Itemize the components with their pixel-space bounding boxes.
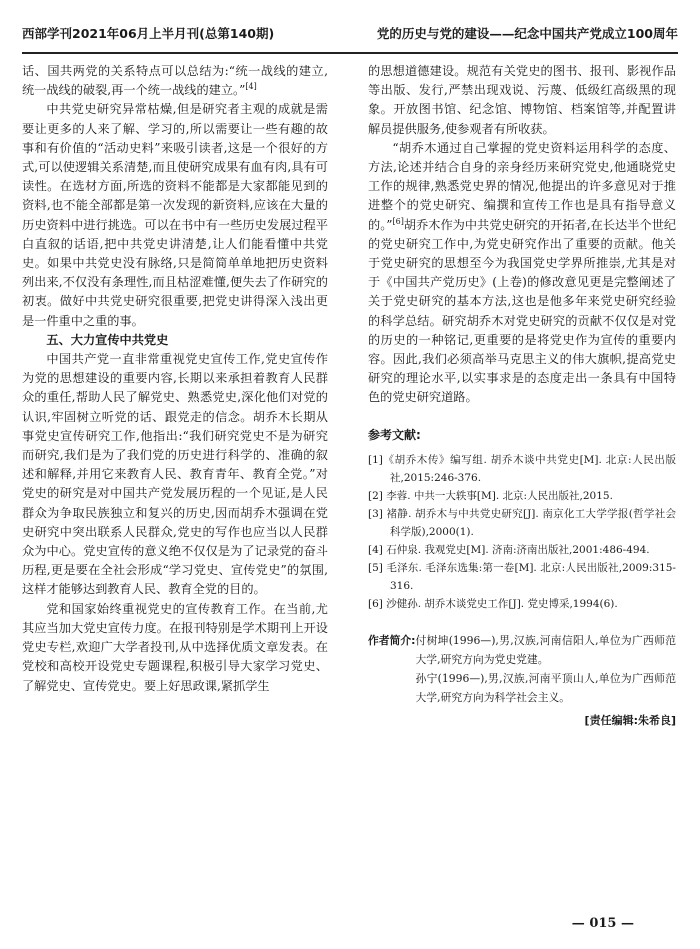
- references-heading: 参考文献:: [368, 427, 421, 442]
- paragraph: 的思想道德建设。规范有关党史的图书、报刊、影视作品等出版、发行,严禁出现戏说、污蔑、低级红高级黑的现象。开放图书馆、纪念馆、博物馆、档案馆等,并配置讲解员提供服务,使参观者有所收获。: [368, 64, 676, 136]
- author-entry: 孙宁(1996—),男,汉族,河南平顶山人,单位为广西师范大学,研究方向为科学社会主义。: [415, 671, 676, 704]
- paragraph: 党和国家始终重视党史的宣传教育工作。在当前,尤其应当加大党史宣传力度。在报刊特别是学术期刊上开设党史专栏,欢迎广大学者投刊,从中选择优质文章发表。在党校和高校开设党史专题课程,积极引导大家学习党史、了解党史、宣传党史。要上好思政课,紧抓学生: [22, 601, 328, 693]
- journal-title: 西部学刊2021年06月上半月刊(总第140期): [22, 26, 275, 41]
- left-column: [22, 62, 328, 696]
- citation-mark: [4]: [245, 82, 257, 92]
- author-label: 作者简介:: [368, 633, 416, 647]
- section-heading: 五、大力宣传中共党史: [46, 332, 169, 347]
- right-column: [368, 62, 676, 730]
- citation-mark: [6]: [392, 216, 404, 226]
- page-number: — 015 —: [571, 916, 634, 931]
- reference-item: [2] 李蓉. 中共一大轶事[M]. 北京:人民出版社,2015.: [368, 489, 613, 502]
- reference-list: [368, 451, 676, 613]
- author-info: [368, 631, 676, 707]
- page-header: [22, 20, 678, 46]
- reference-item: [5] 毛泽东. 毛泽东选集:第一卷[M]. 北京:人民出版社,2009:315-316.: [368, 561, 676, 592]
- paragraph: 中共党史研究异常枯燥,但是研究者主观的成就是需要让更多的人来了解、学习的,所以需要让一些有趣的故事和有价值的“活动史料”来吸引读者,这是一个很好的方式,可以使逻辑关系清楚,而且使研究成果有血有肉,具有可读性。在选材方面,所选的资料不能都是大家都能见到的资料,也不能全部都是第一次发现的新资料,应该在大量的历史资料中进行挑选。可以在书中有一些历史发展过程平白直叙的话语,把中共党史讲清楚,让人们能看懂中共党史。如果中共党史没有脉络,只是简简单单地把历史资料列出来,不仅没有条理性,而且枯涩难懂,便失去了作研究的初衷。做好中共党史研究很重要,把党史讲得深入浅出更是一件重中之重的事。: [22, 102, 328, 328]
- editor-credit: [责任编辑:朱希良]: [584, 713, 676, 727]
- paragraph: “胡乔木通过自己掌握的党史资料运用科学的态度、方法,论述并结合自身的亲身经历来研究党史,他通晓党史工作的规律,熟悉党史界的情况,他提出的许多意见对于推进整个的党史研究、编撰和宣传工作也是具有指导意义的。”[6]胡乔木作为中共党史研究的开拓者,在长达半个世纪的党史研究工作中,为党史研究作出了重要的贡献。他关于党史研究的思想至今为我国党史学界所推崇,尤其是对于《中国共产党历史》(上卷)的修改意见更是完整阐述了关于党史研究的基本方法,这也是他多年来党史研究经验的科学总结。研究胡乔木对党史研究的贡献不仅仅是对党的历史的一种铭记,更重要的是将党史作为宣传的重要内容。因此,我们必须高举马克思主义的伟大旗帜,提高党史研究的理论水平,以实事求是的态度走出一条具有中国特色的党史研究道路。: [368, 140, 677, 405]
- reference-item: [6] 沙健孙. 胡乔木谈党史工作[J]. 党史博采,1994(6).: [368, 597, 618, 610]
- paragraph: 话、国共两党的关系特点可以总结为:“统一战线的建立,统一战线的破裂,再一个统一战线的建立。”[4]: [22, 64, 328, 98]
- reference-item: [3] 褚静. 胡乔木与中共党史研究[J]. 南京化工大学学报(哲学社会科学版),2000(1).: [368, 507, 676, 538]
- reference-item: [1]《胡乔木传》编写组. 胡乔木谈中共党史[M]. 北京:人民出版社,2015:246-376.: [368, 453, 676, 484]
- author-entry: 付树坤(1996—),男,汉族,河南信阳人,单位为广西师范大学,研究方向为党史党建。: [415, 633, 676, 666]
- reference-item: [4] 石仲泉. 我观党史[M]. 济南:济南出版社,2001:486-494.: [368, 543, 650, 556]
- column-title: 党的历史与党的建设——纪念中国共产党成立100周年: [376, 26, 678, 41]
- header-divider: [22, 52, 678, 54]
- paragraph: 中国共产党一直非常重视党史宣传工作,党史宣传作为党的思想建设的重要内容,长期以来承担着教育人民群众的重任,帮助人民了解党史、熟悉党史,深化他们对党的认识,牢固树立听党的话、跟党走的信念。胡乔木长期从事党史宣传研究工作,他指出:“我们研究党史不是为研究而研究,我们是为了我们党的历史进行科学的、准确的叙述和解释,并用它来教育人民、教育青年、教育全党。”对党史的研究是对中国共产党发展历程的一个见证,是人民群众为争取民族独立和复兴的历史,因而胡乔木强调在党史研究中突出联系人民群众,党史的写作也应当以人民群众为中心。党史宣传的意义绝不仅仅是为了记录党的奋斗历程,更是要在全社会形成“学习党史、宣传党史”的氛围,这样才能够达到教育人民、教育全党的目的。: [22, 352, 328, 597]
